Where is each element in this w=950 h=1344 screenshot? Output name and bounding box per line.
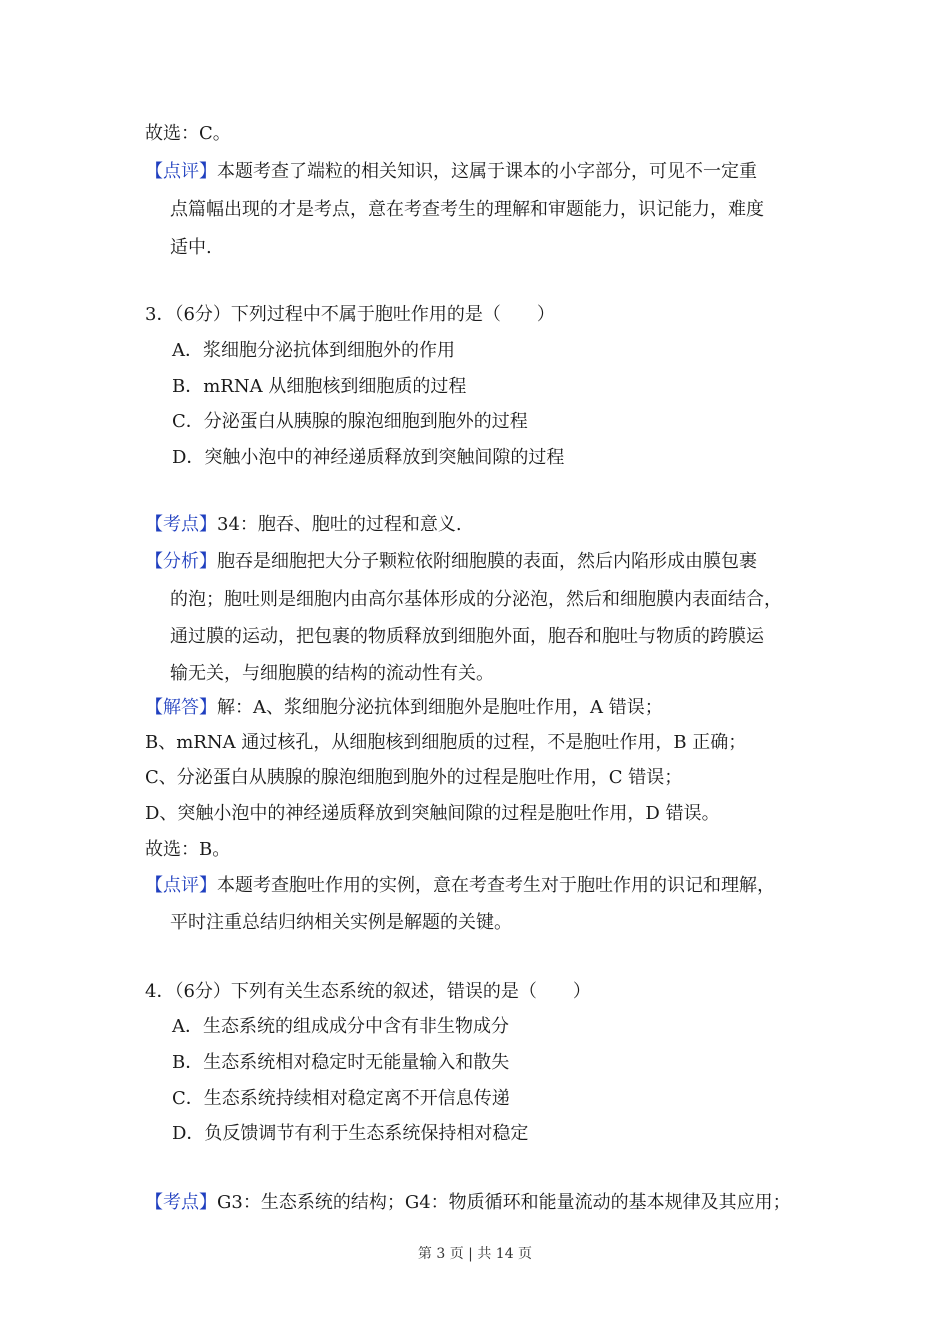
q3-option-c: C．分泌蛋白从胰腺的腺泡细胞到胞外的过程 — [172, 411, 528, 432]
q3-dianping-tag: 【点评】 — [145, 875, 217, 896]
q4-kaodian — [145, 1191, 791, 1215]
q3-option-d: D．突触小泡中的神经递质释放到突触间隙的过程 — [172, 447, 565, 468]
q4-kaodian-text: G3：生态系统的结构；G4：物质循环和能量流动的基本规律及其应用； — [217, 1192, 791, 1213]
q3-dianping-text: 本题考查胞吐作用的实例，意在考查考生对于胞吐作用的识记和理解， — [217, 875, 775, 896]
prev-comment-text: 本题考查了端粒的相关知识，这属于课本的小字部分，可见不一定重 — [217, 161, 757, 182]
q3-fenxi-text: 胞吞是细胞把大分子颗粒依附细胞膜的表面，然后内陷形成由膜包裹 — [217, 551, 757, 572]
prev-comment-tag: 【点评】 — [145, 161, 217, 182]
q3-jieda-text: 解：A、浆细胞分泌抗体到细胞外是胞吐作用，A 错误； — [217, 697, 663, 718]
q3-dianping-line: 平时注重总结归纳相关实例是解题的关键。 — [170, 912, 512, 933]
q3-fenxi-line: 通过膜的运动，把包裹的物质释放到细胞外面，胞吞和胞吐与物质的跨膜运 — [170, 626, 764, 647]
q3-kaodian-tag: 【考点】 — [145, 514, 217, 535]
q3-jieda-tag: 【解答】 — [145, 697, 217, 718]
q3-jieda — [145, 696, 663, 720]
prev-comment-line: 点篇幅出现的才是考点，意在考查考生的理解和审题能力，识记能力，难度 — [170, 199, 764, 220]
q3-fenxi-tag: 【分析】 — [145, 551, 217, 572]
q3-answer: 故选：B。 — [145, 839, 231, 860]
q3-option-b: B．mRNA 从细胞核到细胞质的过程 — [172, 376, 467, 397]
page-footer: 第 3 页 | 共 14 页 — [417, 1246, 533, 1262]
q3-jieda-line: C、分泌蛋白从胰腺的腺泡细胞到胞外的过程是胞吐作用，C 错误； — [145, 767, 683, 788]
q4-option-d: D．负反馈调节有利于生态系统保持相对稳定 — [172, 1123, 529, 1144]
q3-fenxi-line: 的泡；胞吐则是细胞内由高尔基体形成的分泌泡，然后和细胞膜内表面结合， — [170, 589, 782, 610]
q4-option-b: B．生态系统相对稳定时无能量输入和散失 — [172, 1052, 510, 1073]
q4-stem: 4．（6分）下列有关生态系统的叙述，错误的是（ ） — [145, 981, 591, 1002]
prev-comment-line: 适中. — [170, 237, 212, 258]
q3-jieda-line: B、mRNA 通过核孔，从细胞核到细胞质的过程，不是胞吐作用，B 正确； — [145, 732, 747, 753]
q3-stem: 3．（6分）下列过程中不属于胞吐作用的是（ ） — [145, 304, 555, 325]
q4-option-a: A．生态系统的组成成分中含有非生物成分 — [172, 1016, 509, 1037]
prev-comment-first-line — [145, 160, 757, 184]
q4-kaodian-tag: 【考点】 — [145, 1192, 217, 1213]
prev-answer: 故选：C。 — [145, 123, 231, 144]
q3-fenxi-line: 输无关，与细胞膜的结构的流动性有关。 — [170, 663, 494, 684]
q3-fenxi — [145, 550, 757, 574]
q3-dianping — [145, 874, 775, 898]
q3-option-a: A．浆细胞分泌抗体到细胞外的作用 — [172, 340, 455, 361]
q3-kaodian-text: 34：胞吞、胞吐的过程和意义. — [217, 514, 462, 535]
q3-jieda-line: D、突触小泡中的神经递质释放到突触间隙的过程是胞吐作用，D 错误。 — [145, 803, 720, 824]
q4-option-c: C．生态系统持续相对稳定离不开信息传递 — [172, 1088, 510, 1109]
q3-kaodian — [145, 513, 462, 537]
